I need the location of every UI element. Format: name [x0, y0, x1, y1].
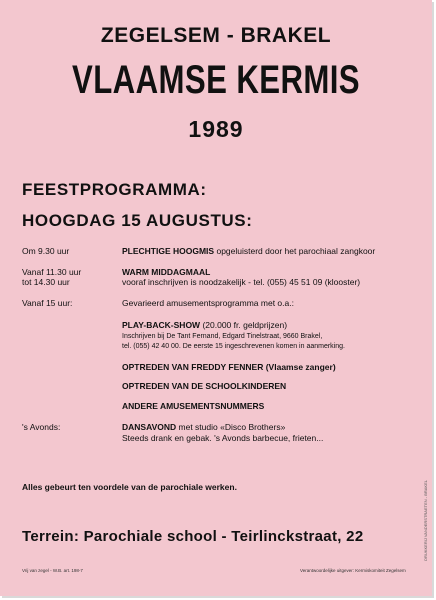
entry-time: Vanaf 11.30 uur — [22, 267, 82, 277]
header-place: ZEGELSEM - BRAKEL — [100, 24, 332, 47]
evening-time: 's Avonds: — [22, 422, 61, 432]
playback-title: PLAY-BACK-SHOW — [122, 320, 201, 330]
day-title: HOOGDAG 15 AUGUSTUS: — [22, 211, 253, 230]
act-label: OPTREDEN VAN FREDDY FENNER (Vlaamse zanger) — [122, 362, 336, 372]
entry-title — [122, 267, 210, 277]
entry-description: opgeluisterd door het parochiaal zangkoor — [216, 246, 376, 256]
act-label: ANDERE AMUSEMENTSNUMMERS — [122, 401, 265, 411]
entry-title-text: WARM MIDDAGMAAL — [122, 267, 211, 277]
playback-prize: (20.000 fr. geldprijzen) — [202, 320, 288, 330]
entry-time-end: tot 14.30 uur — [22, 277, 70, 287]
entry-time: Om 9.30 uur — [22, 246, 70, 256]
evening-heading — [122, 422, 285, 432]
playback-line-2: tel. (055) 42 40 00. De eerste 15 ingeschrevenen komen in aanmerking. — [122, 343, 345, 350]
entry-text — [122, 246, 375, 256]
evening-line-2: Steeds drank en gebak. 's Avonds barbecue, frieten... — [122, 433, 324, 443]
closing-note: Alles gebeurt ten voordele van de parochiale werken. — [22, 482, 237, 492]
entry-description: vooraf inschrijven is noodzakelijk - tel. (055) 45 51 09 (klooster) — [122, 277, 361, 287]
entry-title: PLECHTIGE HOOGMIS — [122, 246, 215, 256]
entry-time: Vanaf 15 uur: — [22, 298, 73, 308]
act-item — [122, 401, 264, 411]
footer-right: Verantwoordelijke uitgever: Kermiskomiteit Zegelsem — [300, 568, 406, 573]
playback-line-1: Inschrijven bij De Tant Fernand, Edgard Tinelstraat, 9660 Brakel, — [122, 333, 323, 340]
act-item — [122, 362, 336, 372]
header-year: 1989 — [188, 116, 244, 142]
terrain-address: Terrein: Parochiale school - Teirlinckstraat, 22 — [22, 528, 364, 545]
printer-imprint: DRUKKERIJ VANDERSTRAETEN - BRAKEL — [423, 480, 428, 561]
act-label: OPTREDEN VAN DE SCHOOLKINDEREN — [122, 381, 287, 391]
evening-title: DANSAVOND — [122, 422, 177, 432]
playback-heading — [122, 320, 287, 330]
section-title: FEESTPROGRAMMA: — [22, 180, 207, 199]
entry-description: Gevarieerd amusementsprogramma met o.a.: — [122, 298, 294, 308]
act-item — [122, 381, 286, 391]
header-title: VLAAMSE KERMIS — [71, 58, 361, 102]
evening-description: met studio «Disco Brothers» — [178, 422, 286, 432]
footer-left: Vrij van zegel - W.B. art. 198-7 — [22, 568, 83, 573]
